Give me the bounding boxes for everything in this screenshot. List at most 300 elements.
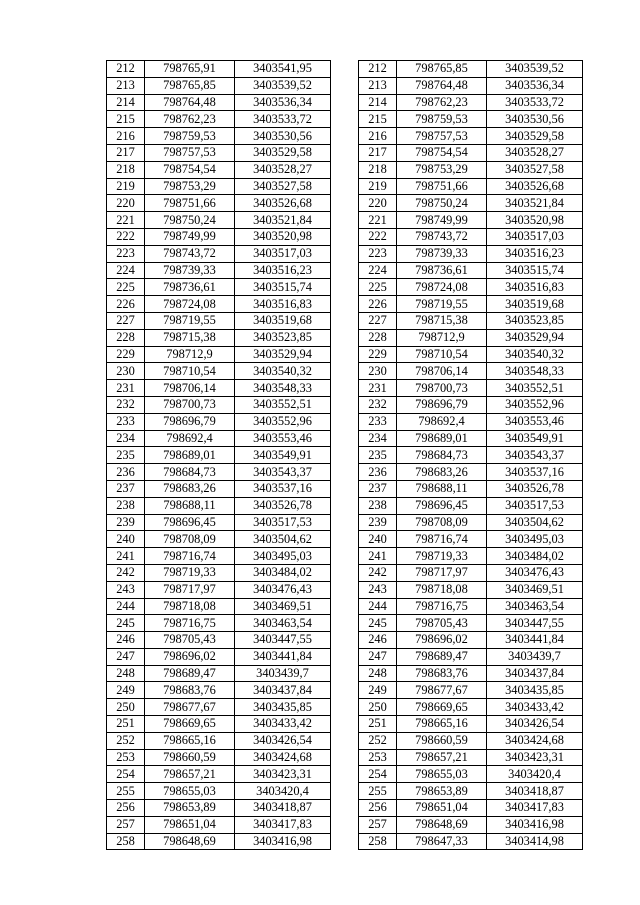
point-number-cell: 233 <box>359 413 397 430</box>
x-coordinate-cell: 798719,33 <box>145 564 235 581</box>
y-coordinate-cell: 3403424,68 <box>235 749 331 766</box>
y-coordinate-cell: 3403519,68 <box>235 312 331 329</box>
x-coordinate-cell: 798757,53 <box>145 144 235 161</box>
x-coordinate-cell: 798739,33 <box>397 245 487 262</box>
point-number-cell: 235 <box>359 447 397 464</box>
y-coordinate-cell: 3403447,55 <box>487 615 583 632</box>
point-number-cell: 213 <box>107 77 145 94</box>
x-coordinate-cell: 798689,47 <box>397 648 487 665</box>
y-coordinate-cell: 3403414,98 <box>487 833 583 850</box>
x-coordinate-cell: 798739,33 <box>145 262 235 279</box>
x-coordinate-cell: 798743,72 <box>397 228 487 245</box>
point-number-cell: 222 <box>359 228 397 245</box>
coordinates-table-left <box>106 60 331 850</box>
table-row <box>359 144 583 161</box>
point-number-cell: 230 <box>107 363 145 380</box>
table-row <box>107 94 331 111</box>
y-coordinate-cell: 3403552,96 <box>235 413 331 430</box>
point-number-cell: 227 <box>359 312 397 329</box>
table-row <box>359 380 583 397</box>
x-coordinate-cell: 798655,03 <box>397 766 487 783</box>
x-coordinate-cell: 798750,24 <box>145 212 235 229</box>
table-row <box>107 581 331 598</box>
table-row <box>359 598 583 615</box>
point-number-cell: 255 <box>107 783 145 800</box>
x-coordinate-cell: 798759,53 <box>397 111 487 128</box>
point-number-cell: 225 <box>359 279 397 296</box>
y-coordinate-cell: 3403526,78 <box>487 480 583 497</box>
point-number-cell: 238 <box>359 497 397 514</box>
x-coordinate-cell: 798718,08 <box>145 598 235 615</box>
point-number-cell: 248 <box>359 665 397 682</box>
y-coordinate-cell: 3403426,54 <box>487 716 583 733</box>
point-number-cell: 244 <box>359 598 397 615</box>
y-coordinate-cell: 3403463,54 <box>487 598 583 615</box>
point-number-cell: 249 <box>107 682 145 699</box>
x-coordinate-cell: 798716,75 <box>145 615 235 632</box>
x-coordinate-cell: 798651,04 <box>145 816 235 833</box>
point-number-cell: 243 <box>107 581 145 598</box>
x-coordinate-cell: 798665,16 <box>145 732 235 749</box>
point-number-cell: 236 <box>107 464 145 481</box>
table-row <box>359 178 583 195</box>
table-row <box>359 447 583 464</box>
table-row <box>107 497 331 514</box>
y-coordinate-cell: 3403536,34 <box>487 77 583 94</box>
table-row <box>359 430 583 447</box>
y-coordinate-cell: 3403516,83 <box>487 279 583 296</box>
point-number-cell: 257 <box>107 816 145 833</box>
x-coordinate-cell: 798753,29 <box>397 161 487 178</box>
table-row <box>107 296 331 313</box>
coordinates-table-right <box>358 60 583 850</box>
point-number-cell: 249 <box>359 682 397 699</box>
point-number-cell: 237 <box>359 480 397 497</box>
y-coordinate-cell: 3403536,34 <box>235 94 331 111</box>
table-row <box>107 514 331 531</box>
x-coordinate-cell: 798764,48 <box>397 77 487 94</box>
x-coordinate-cell: 798762,23 <box>145 111 235 128</box>
y-coordinate-cell: 3403447,55 <box>235 632 331 649</box>
table-row <box>359 312 583 329</box>
point-number-cell: 212 <box>359 61 397 78</box>
point-number-cell: 251 <box>359 716 397 733</box>
table-row <box>107 598 331 615</box>
y-coordinate-cell: 3403519,68 <box>487 296 583 313</box>
x-coordinate-cell: 798689,01 <box>145 447 235 464</box>
y-coordinate-cell: 3403526,78 <box>235 497 331 514</box>
table-row <box>359 682 583 699</box>
y-coordinate-cell: 3403441,84 <box>487 632 583 649</box>
table-row <box>359 716 583 733</box>
table-row <box>107 716 331 733</box>
x-coordinate-cell: 798696,45 <box>145 514 235 531</box>
x-coordinate-cell: 798708,09 <box>145 531 235 548</box>
point-number-cell: 231 <box>107 380 145 397</box>
point-number-cell: 241 <box>107 548 145 565</box>
table-row <box>107 615 331 632</box>
table-row <box>107 178 331 195</box>
y-coordinate-cell: 3403495,03 <box>487 531 583 548</box>
table-row <box>107 564 331 581</box>
table-row <box>107 783 331 800</box>
table-row <box>359 77 583 94</box>
point-number-cell: 227 <box>107 312 145 329</box>
y-coordinate-cell: 3403530,56 <box>235 128 331 145</box>
table-row <box>107 77 331 94</box>
x-coordinate-cell: 798684,73 <box>145 464 235 481</box>
y-coordinate-cell: 3403521,84 <box>235 212 331 229</box>
x-coordinate-cell: 798651,04 <box>397 800 487 817</box>
x-coordinate-cell: 798669,65 <box>145 716 235 733</box>
y-coordinate-cell: 3403416,98 <box>487 816 583 833</box>
y-coordinate-cell: 3403417,83 <box>235 816 331 833</box>
y-coordinate-cell: 3403435,85 <box>487 682 583 699</box>
table-row <box>359 464 583 481</box>
table-row <box>107 380 331 397</box>
y-coordinate-cell: 3403484,02 <box>487 548 583 565</box>
x-coordinate-cell: 798657,21 <box>397 749 487 766</box>
x-coordinate-cell: 798677,67 <box>397 682 487 699</box>
x-coordinate-cell: 798716,75 <box>397 598 487 615</box>
table-row <box>107 312 331 329</box>
table-row <box>107 665 331 682</box>
y-coordinate-cell: 3403549,91 <box>487 430 583 447</box>
x-coordinate-cell: 798718,08 <box>397 581 487 598</box>
x-coordinate-cell: 798657,21 <box>145 766 235 783</box>
point-number-cell: 252 <box>359 732 397 749</box>
table-row <box>107 480 331 497</box>
table-row <box>359 581 583 598</box>
table-row <box>359 833 583 850</box>
x-coordinate-cell: 798719,33 <box>397 548 487 565</box>
point-number-cell: 218 <box>359 161 397 178</box>
y-coordinate-cell: 3403529,94 <box>235 346 331 363</box>
x-coordinate-cell: 798696,45 <box>397 497 487 514</box>
point-number-cell: 218 <box>107 161 145 178</box>
table-row <box>359 699 583 716</box>
point-number-cell: 238 <box>107 497 145 514</box>
y-coordinate-cell: 3403515,74 <box>487 262 583 279</box>
x-coordinate-cell: 798665,16 <box>397 716 487 733</box>
point-number-cell: 240 <box>359 531 397 548</box>
table-row <box>107 800 331 817</box>
y-coordinate-cell: 3403553,46 <box>235 430 331 447</box>
x-coordinate-cell: 798648,69 <box>397 816 487 833</box>
point-number-cell: 231 <box>359 380 397 397</box>
table-row <box>107 648 331 665</box>
y-coordinate-cell: 3403433,42 <box>487 699 583 716</box>
table-row <box>359 531 583 548</box>
y-coordinate-cell: 3403515,74 <box>235 279 331 296</box>
y-coordinate-cell: 3403552,51 <box>487 380 583 397</box>
point-number-cell: 236 <box>359 464 397 481</box>
point-number-cell: 239 <box>107 514 145 531</box>
x-coordinate-cell: 798692,4 <box>145 430 235 447</box>
y-coordinate-cell: 3403437,84 <box>487 665 583 682</box>
point-number-cell: 256 <box>107 800 145 817</box>
x-coordinate-cell: 798692,4 <box>397 413 487 430</box>
y-coordinate-cell: 3403435,85 <box>235 699 331 716</box>
point-number-cell: 257 <box>359 816 397 833</box>
point-number-cell: 219 <box>359 178 397 195</box>
point-number-cell: 212 <box>107 61 145 78</box>
point-number-cell: 229 <box>107 346 145 363</box>
point-number-cell: 233 <box>107 413 145 430</box>
x-coordinate-cell: 798660,59 <box>145 749 235 766</box>
y-coordinate-cell: 3403539,52 <box>235 77 331 94</box>
y-coordinate-cell: 3403463,54 <box>235 615 331 632</box>
y-coordinate-cell: 3403476,43 <box>235 581 331 598</box>
x-coordinate-cell: 798696,02 <box>397 632 487 649</box>
table-row <box>359 564 583 581</box>
point-number-cell: 221 <box>107 212 145 229</box>
y-coordinate-cell: 3403423,31 <box>235 766 331 783</box>
x-coordinate-cell: 798689,47 <box>145 665 235 682</box>
point-number-cell: 239 <box>359 514 397 531</box>
x-coordinate-cell: 798706,14 <box>145 380 235 397</box>
y-coordinate-cell: 3403433,42 <box>235 716 331 733</box>
point-number-cell: 232 <box>359 396 397 413</box>
x-coordinate-cell: 798724,08 <box>145 296 235 313</box>
point-number-cell: 222 <box>107 228 145 245</box>
point-number-cell: 226 <box>359 296 397 313</box>
table-row <box>107 363 331 380</box>
table-row <box>107 548 331 565</box>
table-row <box>359 632 583 649</box>
table-row <box>359 161 583 178</box>
point-number-cell: 244 <box>107 598 145 615</box>
y-coordinate-cell: 3403469,51 <box>235 598 331 615</box>
point-number-cell: 237 <box>107 480 145 497</box>
x-coordinate-cell: 798759,53 <box>145 128 235 145</box>
point-number-cell: 235 <box>107 447 145 464</box>
table-row <box>359 296 583 313</box>
point-number-cell: 224 <box>107 262 145 279</box>
point-number-cell: 213 <box>359 77 397 94</box>
y-coordinate-cell: 3403528,27 <box>235 161 331 178</box>
x-coordinate-cell: 798753,29 <box>145 178 235 195</box>
point-number-cell: 228 <box>107 329 145 346</box>
point-number-cell: 254 <box>359 766 397 783</box>
table-row <box>359 749 583 766</box>
point-number-cell: 250 <box>107 699 145 716</box>
y-coordinate-cell: 3403523,85 <box>487 312 583 329</box>
table-row <box>359 128 583 145</box>
x-coordinate-cell: 798696,79 <box>145 413 235 430</box>
table-row <box>359 346 583 363</box>
y-coordinate-cell: 3403516,23 <box>487 245 583 262</box>
y-coordinate-cell: 3403552,51 <box>235 396 331 413</box>
x-coordinate-cell: 798717,97 <box>397 564 487 581</box>
left-table-body <box>107 61 331 850</box>
x-coordinate-cell: 798715,38 <box>397 312 487 329</box>
y-coordinate-cell: 3403537,16 <box>487 464 583 481</box>
x-coordinate-cell: 798708,09 <box>397 514 487 531</box>
point-number-cell: 253 <box>107 749 145 766</box>
table-row <box>359 413 583 430</box>
table-row <box>359 61 583 78</box>
point-number-cell: 241 <box>359 548 397 565</box>
point-number-cell: 240 <box>107 531 145 548</box>
y-coordinate-cell: 3403420,4 <box>235 783 331 800</box>
table-row <box>107 161 331 178</box>
y-coordinate-cell: 3403529,58 <box>487 128 583 145</box>
x-coordinate-cell: 798700,73 <box>397 380 487 397</box>
right-table-body <box>359 61 583 850</box>
y-coordinate-cell: 3403469,51 <box>487 581 583 598</box>
y-coordinate-cell: 3403484,02 <box>235 564 331 581</box>
y-coordinate-cell: 3403439,7 <box>487 648 583 665</box>
table-row <box>359 497 583 514</box>
x-coordinate-cell: 798689,01 <box>397 430 487 447</box>
table-row <box>107 396 331 413</box>
table-row <box>359 363 583 380</box>
x-coordinate-cell: 798751,66 <box>145 195 235 212</box>
x-coordinate-cell: 798736,61 <box>145 279 235 296</box>
point-number-cell: 254 <box>107 766 145 783</box>
table-row <box>359 396 583 413</box>
table-row <box>359 111 583 128</box>
x-coordinate-cell: 798700,73 <box>145 396 235 413</box>
point-number-cell: 252 <box>107 732 145 749</box>
table-row <box>359 262 583 279</box>
y-coordinate-cell: 3403504,62 <box>235 531 331 548</box>
point-number-cell: 214 <box>107 94 145 111</box>
table-row <box>359 732 583 749</box>
point-number-cell: 253 <box>359 749 397 766</box>
point-number-cell: 232 <box>107 396 145 413</box>
y-coordinate-cell: 3403420,4 <box>487 766 583 783</box>
x-coordinate-cell: 798749,99 <box>397 212 487 229</box>
table-row <box>107 816 331 833</box>
y-coordinate-cell: 3403516,23 <box>235 262 331 279</box>
y-coordinate-cell: 3403423,31 <box>487 749 583 766</box>
table-row <box>359 615 583 632</box>
point-number-cell: 217 <box>359 144 397 161</box>
point-number-cell: 224 <box>359 262 397 279</box>
x-coordinate-cell: 798715,38 <box>145 329 235 346</box>
y-coordinate-cell: 3403527,58 <box>487 161 583 178</box>
point-number-cell: 220 <box>359 195 397 212</box>
table-row <box>107 111 331 128</box>
table-row <box>359 212 583 229</box>
y-coordinate-cell: 3403548,33 <box>487 363 583 380</box>
x-coordinate-cell: 798749,99 <box>145 228 235 245</box>
table-row <box>107 413 331 430</box>
point-number-cell: 246 <box>359 632 397 649</box>
table-row <box>107 430 331 447</box>
point-number-cell: 247 <box>359 648 397 665</box>
x-coordinate-cell: 798765,85 <box>145 77 235 94</box>
x-coordinate-cell: 798688,11 <box>397 480 487 497</box>
y-coordinate-cell: 3403529,94 <box>487 329 583 346</box>
y-coordinate-cell: 3403543,37 <box>235 464 331 481</box>
y-coordinate-cell: 3403530,56 <box>487 111 583 128</box>
y-coordinate-cell: 3403537,16 <box>235 480 331 497</box>
y-coordinate-cell: 3403418,87 <box>487 783 583 800</box>
table-row <box>359 228 583 245</box>
y-coordinate-cell: 3403552,96 <box>487 396 583 413</box>
point-number-cell: 246 <box>107 632 145 649</box>
table-row <box>107 228 331 245</box>
table-row <box>359 94 583 111</box>
table-row <box>107 346 331 363</box>
point-number-cell: 229 <box>359 346 397 363</box>
table-row <box>359 514 583 531</box>
x-coordinate-cell: 798655,03 <box>145 783 235 800</box>
table-row <box>107 195 331 212</box>
x-coordinate-cell: 798719,55 <box>145 312 235 329</box>
y-coordinate-cell: 3403437,84 <box>235 682 331 699</box>
table-row <box>107 732 331 749</box>
x-coordinate-cell: 798717,97 <box>145 581 235 598</box>
point-number-cell: 242 <box>107 564 145 581</box>
table-row <box>359 548 583 565</box>
point-number-cell: 256 <box>359 800 397 817</box>
point-number-cell: 234 <box>359 430 397 447</box>
x-coordinate-cell: 798743,72 <box>145 245 235 262</box>
table-row <box>107 128 331 145</box>
table-row <box>107 464 331 481</box>
point-number-cell: 234 <box>107 430 145 447</box>
x-coordinate-cell: 798683,26 <box>397 464 487 481</box>
y-coordinate-cell: 3403424,68 <box>487 732 583 749</box>
x-coordinate-cell: 798765,85 <box>397 61 487 78</box>
y-coordinate-cell: 3403543,37 <box>487 447 583 464</box>
x-coordinate-cell: 798765,91 <box>145 61 235 78</box>
point-number-cell: 219 <box>107 178 145 195</box>
x-coordinate-cell: 798684,73 <box>397 447 487 464</box>
table-row <box>107 531 331 548</box>
y-coordinate-cell: 3403476,43 <box>487 564 583 581</box>
y-coordinate-cell: 3403516,83 <box>235 296 331 313</box>
x-coordinate-cell: 798757,53 <box>397 128 487 145</box>
y-coordinate-cell: 3403521,84 <box>487 195 583 212</box>
y-coordinate-cell: 3403539,52 <box>487 61 583 78</box>
y-coordinate-cell: 3403517,03 <box>487 228 583 245</box>
table-row <box>107 262 331 279</box>
x-coordinate-cell: 798764,48 <box>145 94 235 111</box>
x-coordinate-cell: 798683,26 <box>145 480 235 497</box>
table-row <box>107 245 331 262</box>
point-number-cell: 225 <box>107 279 145 296</box>
point-number-cell: 258 <box>107 833 145 850</box>
table-row <box>359 800 583 817</box>
point-number-cell: 242 <box>359 564 397 581</box>
y-coordinate-cell: 3403418,87 <box>235 800 331 817</box>
point-number-cell: 255 <box>359 783 397 800</box>
point-number-cell: 258 <box>359 833 397 850</box>
x-coordinate-cell: 798688,11 <box>145 497 235 514</box>
point-number-cell: 215 <box>107 111 145 128</box>
point-number-cell: 250 <box>359 699 397 716</box>
x-coordinate-cell: 798719,55 <box>397 296 487 313</box>
point-number-cell: 214 <box>359 94 397 111</box>
point-number-cell: 230 <box>359 363 397 380</box>
table-row <box>359 766 583 783</box>
x-coordinate-cell: 798647,33 <box>397 833 487 850</box>
y-coordinate-cell: 3403553,46 <box>487 413 583 430</box>
x-coordinate-cell: 798683,76 <box>397 665 487 682</box>
point-number-cell: 221 <box>359 212 397 229</box>
x-coordinate-cell: 798705,43 <box>397 615 487 632</box>
y-coordinate-cell: 3403439,7 <box>235 665 331 682</box>
table-row <box>359 816 583 833</box>
table-row <box>107 212 331 229</box>
point-number-cell: 247 <box>107 648 145 665</box>
x-coordinate-cell: 798653,89 <box>397 783 487 800</box>
